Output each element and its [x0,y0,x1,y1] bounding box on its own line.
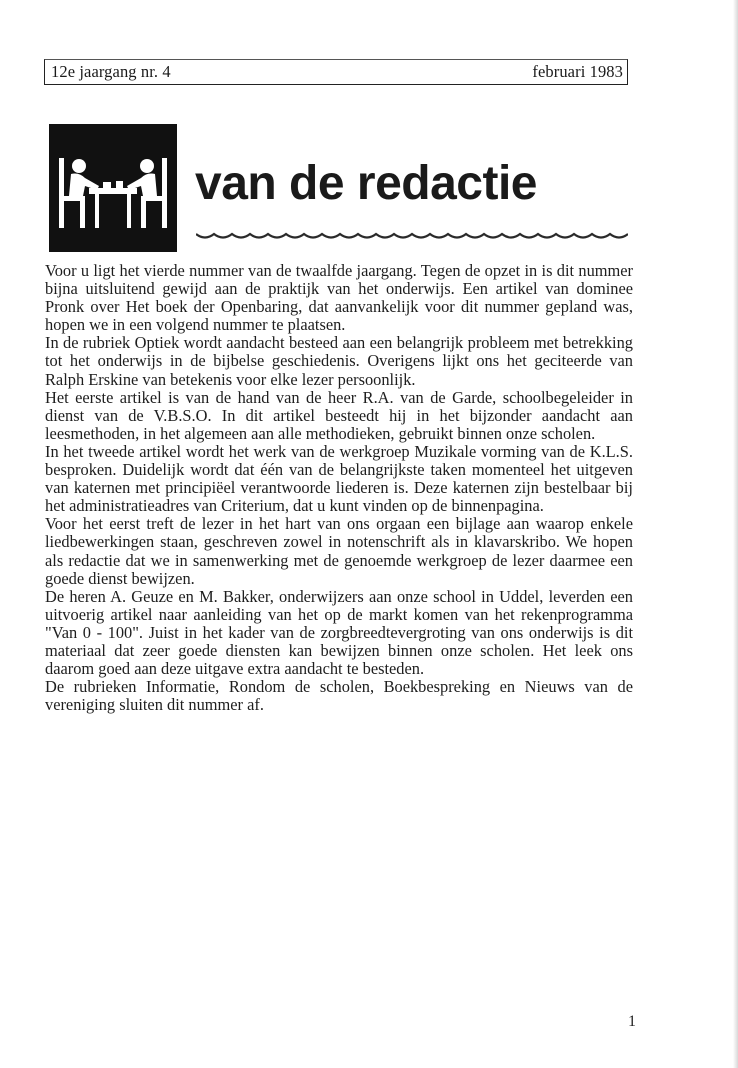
two-people-at-table-icon [49,124,177,252]
paragraph: Voor u ligt het vierde nummer van de twaalfde jaargang. Tegen de opzet in is dit nummer bijna uitsluitend gewijd aan de praktijk van het onderwijs. Een artikel van dominee Pronk over Het boek der Openbaring, dat aanvankelijk voor dit nummer gepland was, hopen we in een volgend nummer te plaatsen. [45,261,633,335]
paragraph: Voor het eerst treft de lezer in het hart van ons orgaan een bijlage aan waarop enkele liedbewerkingen staan, geschreven zowel in notenschrift als in klavarskribo. We hopen als redactie dat we in samenwerking met de genoemde werkgroep de lezer daarmee een goede dienst bewijzen. [45,514,633,588]
paragraph: In de rubriek Optiek wordt aandacht besteed aan een belangrijk probleem met betrekking tot het onderwijs in de bijbelse geschiedenis. Overigens lijkt ons het geciteerde van Ralph Erskine van betekenis voor elke lezer persoonlijk. [45,333,633,389]
paragraph: Het eerste artikel is van de hand van de heer R.A. van de Garde, schoolbegeleider in dienst van de V.B.S.O. In dit artikel besteedt hij in het bijzonder aandacht aan leesmethoden, in het algemeen aan alle methodieken, gebruikt binnen onze scholen. [45,387,633,443]
paragraph: De rubrieken Informatie, Rondom de scholen, Boekbespreking en Nieuws van de vereniging sluiten dit nummer af. [45,677,633,715]
paragraph: In het tweede artikel wordt het werk van de werkgroep Muzikale vorming van de K.L.S. besproken. Duidelijk wordt dat één van de belangrijkste taken momenteel het uitgeven van katernen met principiëel verantwoorde liederen is. Deze katernen zijn bestelbaar bij het administratieadres van Criterium, dat u kunt vinden op de binnenpagina. [45,441,633,516]
page-edge-shadow [733,0,738,1068]
issue-date: februari 1983 [532,62,623,81]
editorial-logo [49,124,177,252]
decorative-squiggle-divider [196,230,628,242]
paragraph: De heren A. Geuze en M. Bakker, onderwijzers aan onze school in Uddel, leverden een uitvoerig artikel naar aanleiding van het op de markt komen van het rekenprogramma "Van 0 - 100". Juist in het kader van de zorgbreedtevergroting van ons onderwijs is dit materiaal dat zeer goede diensten kan bewijzen binnen onze scholen. Het leek ons daarom goed aan deze uitgave extra aandacht te besteden. [45,586,633,679]
issue-header [44,59,628,85]
issue-number: 12e jaargang nr. 4 [51,62,171,81]
page-number: 1 [628,1013,636,1030]
article-body [45,262,633,714]
page-title: van de redactie [195,157,537,210]
